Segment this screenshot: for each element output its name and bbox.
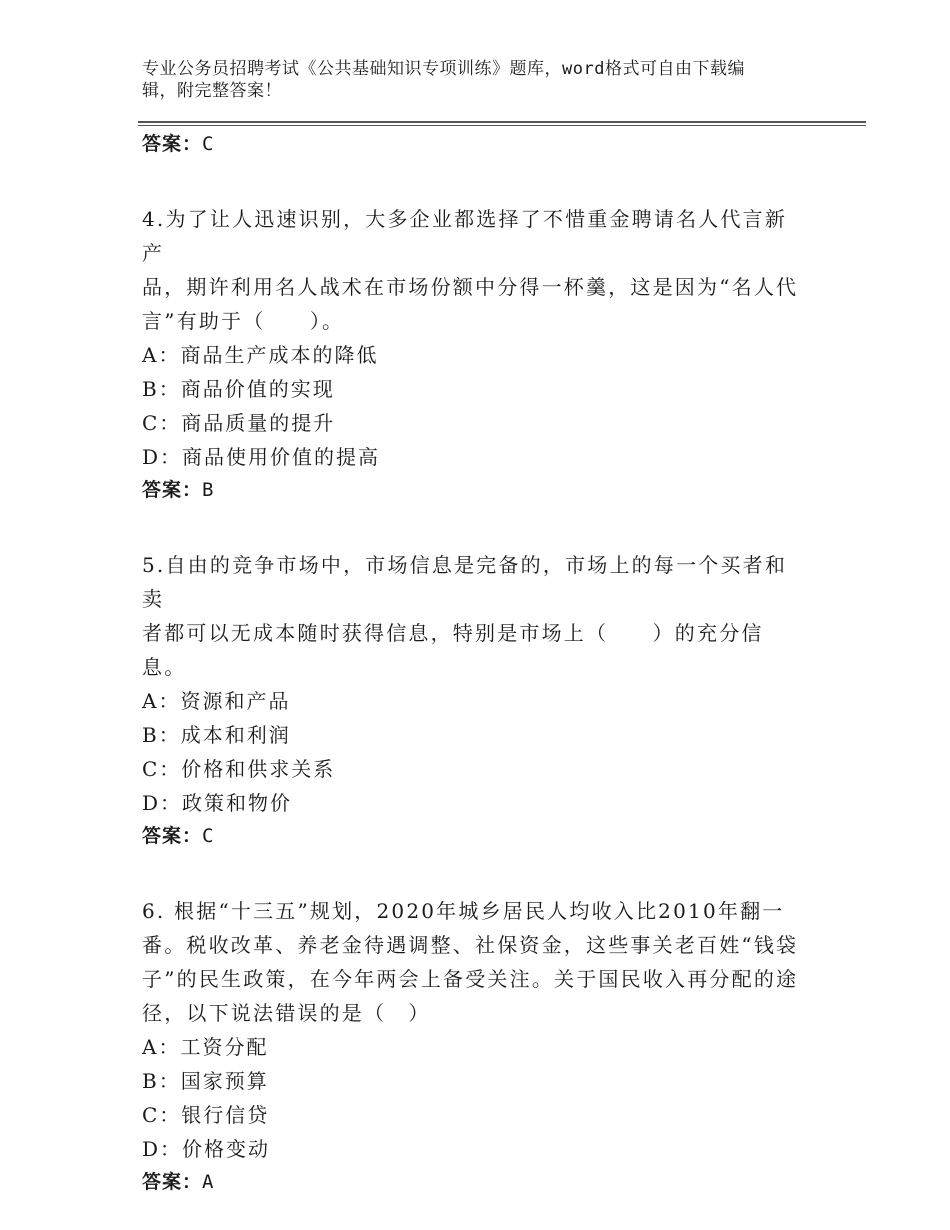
question-stem-line: 者都可以无成本随时获得信息，特别是市场上（ ）的充分信息。 xyxy=(142,621,764,679)
answer-line xyxy=(142,128,802,160)
option-b: B：商品价值的实现 xyxy=(142,377,335,401)
question-list xyxy=(142,128,802,1198)
answer-label: 答案： xyxy=(142,1171,203,1193)
answer-line xyxy=(142,1166,802,1198)
question-stem-line: 子”的民生政策，在今年两会上备受关注。关于国民收入再分配的途 xyxy=(142,967,799,991)
option-a: A：资源和产品 xyxy=(142,689,291,713)
option-a: A：工资分配 xyxy=(142,1035,269,1059)
option-c: C：商品质量的提升 xyxy=(142,411,336,435)
option-d: D：商品使用价值的提高 xyxy=(142,445,381,469)
spacer xyxy=(142,852,802,894)
question-item xyxy=(142,894,802,1198)
answer-value: A xyxy=(202,1171,215,1193)
answer-label: 答案： xyxy=(142,479,203,501)
answer-line xyxy=(142,820,802,852)
question-item xyxy=(142,202,802,506)
question-stem-line: 言”有助于（ ）。 xyxy=(142,309,345,333)
header-rule-thin xyxy=(138,125,866,126)
answer-label: 答案： xyxy=(142,825,203,847)
option-c: C：价格和供求关系 xyxy=(142,757,336,781)
question-stem-line: 径，以下说法错误的是（ ） xyxy=(142,1001,431,1025)
answer-value: B xyxy=(202,479,215,501)
document-header xyxy=(142,58,792,102)
question-stem-line: 番。税收改革、养老金待遇调整、社保资金，这些事关老百姓“钱袋 xyxy=(142,933,799,957)
option-d: D：政策和物价 xyxy=(142,791,293,815)
question-stem-line: 4.为了让人迅速识别，大多企业都选择了不惜重金聘请名人代言新产 xyxy=(142,207,788,265)
answer-value: C xyxy=(202,825,215,847)
question-stem-line: 6. 根据“十三五”规划，2020年城乡居民人均收入比2010年翻一 xyxy=(142,899,785,923)
option-b: B：成本和利润 xyxy=(142,723,291,747)
header-line-1: 专业公务员招聘考试《公共基础知识专项训练》题库，word格式可自由下载编 xyxy=(142,59,745,79)
spacer xyxy=(142,506,802,548)
header-line-2: 辑，附完整答案！ xyxy=(142,81,282,101)
question-stem-line: 5.自由的竞争市场中，市场信息是完备的，市场上的每一个买者和卖 xyxy=(142,553,788,611)
spacer xyxy=(142,160,802,202)
question-item xyxy=(142,548,802,852)
header-rule-thick xyxy=(138,121,866,123)
option-b: B：国家预算 xyxy=(142,1069,269,1093)
question-stem-line: 品，期许利用名人战术在市场份额中分得一杯羹，这是因为“名人代 xyxy=(142,275,799,299)
answer-line xyxy=(142,474,802,506)
option-a: A：商品生产成本的降低 xyxy=(142,343,379,367)
answer-label: 答案： xyxy=(142,133,203,155)
option-d: D：价格变动 xyxy=(142,1137,271,1161)
option-c: C：银行信贷 xyxy=(142,1103,270,1127)
answer-value: C xyxy=(202,133,215,155)
